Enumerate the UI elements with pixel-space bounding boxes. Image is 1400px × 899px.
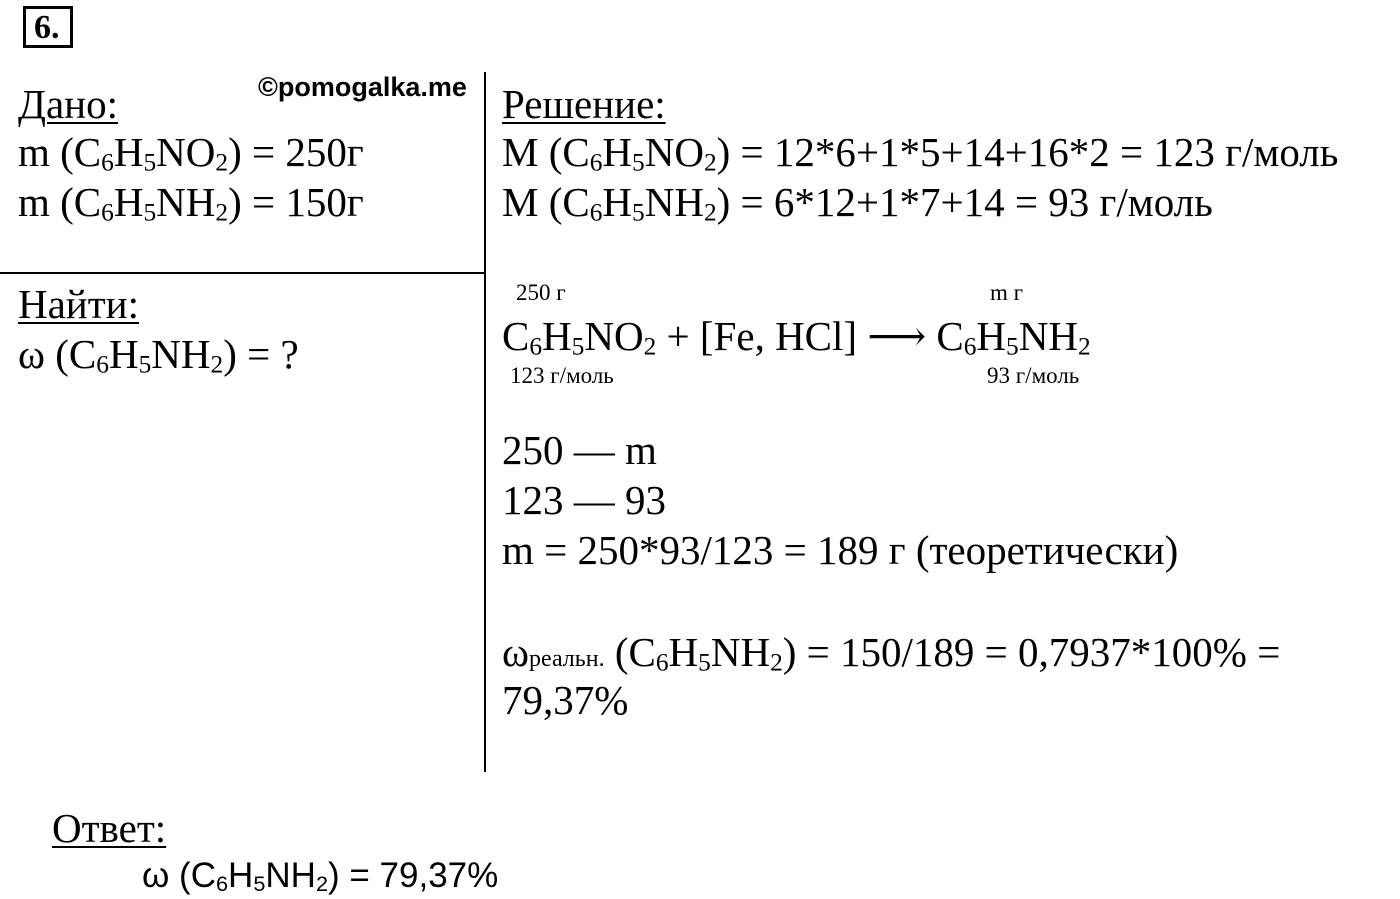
reactant-molar-label: 123 г/моль xyxy=(510,363,614,388)
reaction-equation: $C_6H_5NO_2 + [Fe$, HCl] ⟶ $C_6H_5NH_2$ xyxy=(502,313,1091,361)
watermark: ©pomogalka.me xyxy=(258,72,467,102)
theoretical-mass-calc: m = 250*93/123 = 189 г (теоретически) xyxy=(502,527,1179,573)
product-molar-label: 93 г/моль xyxy=(987,363,1080,388)
answer-heading: Ответ: xyxy=(52,805,167,851)
given-heading: Дано: xyxy=(18,81,118,127)
vertical-divider xyxy=(484,72,486,772)
horizontal-divider xyxy=(0,272,486,274)
find-line: ω $(C_6H_5NH_2)$ = ? xyxy=(18,331,299,379)
given-line-2: m $(C_6H_5NH_2) = 150г$ xyxy=(18,179,364,227)
yield-calc: ωреальн. $(C_6H_5NH_2) = 150/189 = 0,7937*100\%$ = xyxy=(502,629,1281,677)
answer-line: ω $(C_6H_5NH_2) = 79,37\%$ xyxy=(142,856,499,896)
problem-number: 6. xyxy=(23,6,73,48)
product-mass-label: m г xyxy=(990,280,1024,305)
molar-mass-nitrobenzene: M $(C_6H_5NO_2) = 12*6+1*5+14+16*2 = 123$ г/моль xyxy=(502,129,1339,177)
find-heading: Найти: xyxy=(18,281,139,327)
proportion-line-1: 250 — m xyxy=(502,427,657,473)
solution-heading: Решение: xyxy=(502,81,666,127)
molar-mass-aniline: M $(C_6H_5NH_2) = 6*12+1*7+14 = 93$ г/моль xyxy=(502,179,1213,227)
proportion-line-2: 123 — 93 xyxy=(502,477,666,523)
yield-result: 79,37% xyxy=(502,677,629,723)
given-line-1: m $(C_6H_5NO_2) = 250г$ xyxy=(18,129,364,177)
reactant-mass-label: 250 г xyxy=(516,280,566,305)
